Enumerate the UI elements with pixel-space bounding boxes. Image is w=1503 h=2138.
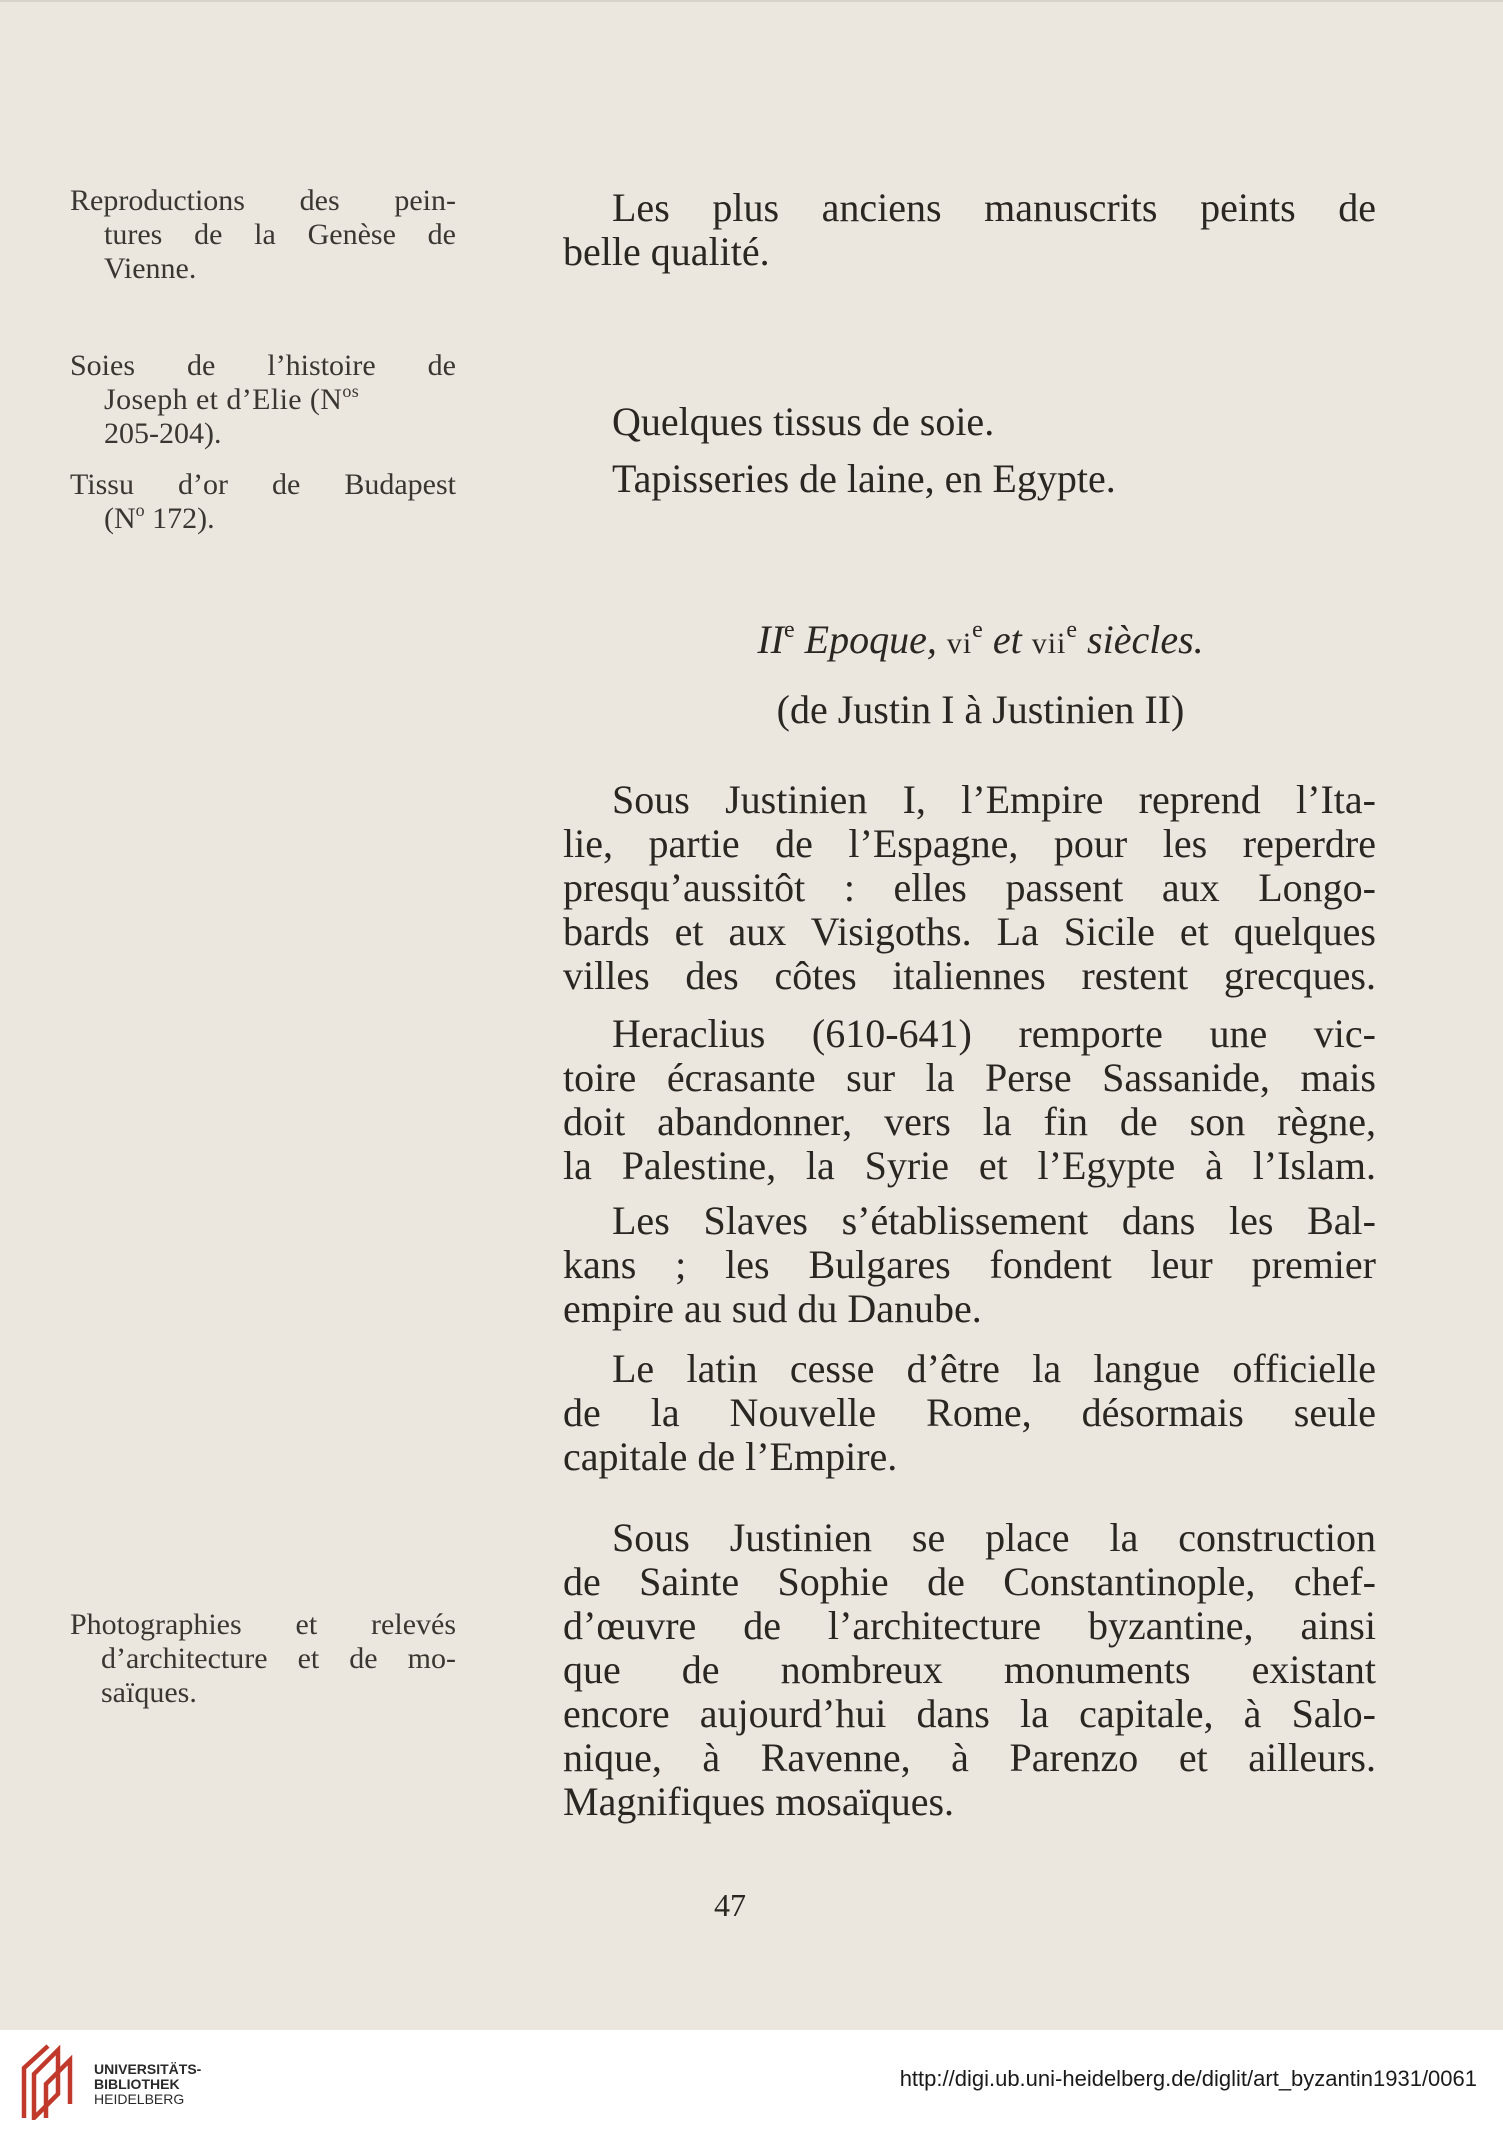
- library-name-line: UNIVERSITÄTS-: [94, 2061, 202, 2077]
- text-line: doit abandonner, vers la fin de son règne,: [563, 1099, 1376, 1144]
- library-footer: [0, 2030, 1503, 2138]
- text-line: Les plus anciens manuscrits peints de: [612, 185, 1376, 230]
- paragraph: [563, 1012, 1376, 1188]
- text-line: lie, partie de l’Espagne, pour les reperdre: [563, 821, 1376, 866]
- heading-superscript: e: [783, 617, 795, 643]
- text-line: Magnifiques mosaïques.: [563, 1779, 955, 1824]
- text-line: de la Nouvelle Rome, désormais seule: [563, 1390, 1376, 1435]
- text-line: nique, à Ravenne, à Parenzo et ailleurs.: [563, 1735, 1376, 1780]
- paragraph: [563, 778, 1376, 998]
- paragraph: [563, 1347, 1376, 1479]
- text-line: empire au sud du Danube.: [563, 1286, 982, 1331]
- text-line: Heraclius (610-641) remporte une vic-: [612, 1011, 1376, 1056]
- note-line: tures de la Genèse de: [104, 218, 456, 251]
- text-line: Les Slaves s’établissement dans les Bal-: [612, 1198, 1376, 1243]
- text-line: de Sainte Sophie de Constantinople, chef-: [563, 1559, 1376, 1604]
- text-line: kans ; les Bulgares fondent leur premier: [563, 1242, 1376, 1287]
- heading-era: [757, 617, 936, 662]
- text-line: d’œuvre de l’architecture byzantine, ainsi: [563, 1603, 1376, 1648]
- text-line: Le latin cesse d’être la langue officielle: [612, 1346, 1376, 1391]
- paragraph: [563, 1199, 1376, 1331]
- heading-superscript: e: [1066, 617, 1078, 643]
- library-name-line: HEIDELBERG: [94, 2091, 185, 2107]
- heading-text: et: [992, 617, 1022, 662]
- text-line: presqu’aussitôt : elles passent aux Longo-: [563, 865, 1376, 910]
- library-name: [94, 2062, 201, 2107]
- text-line: encore aujourd’hui dans la capitale, à Salo-: [563, 1691, 1376, 1736]
- text-line: villes des côtes italiennes restent grecques.: [563, 953, 1376, 998]
- margin-note-soies: [70, 349, 456, 451]
- heading-superscript: e: [972, 617, 983, 643]
- heading-text: siècles.: [1087, 617, 1204, 662]
- note-line: Soies de l’histoire de: [70, 349, 456, 382]
- main-tissus: [563, 393, 1376, 507]
- note-text: (N: [104, 502, 136, 535]
- section-subheading: (de Justin I à Justinien II): [776, 687, 1185, 732]
- text-line: que de nombreux monuments existant: [563, 1647, 1376, 1692]
- note-line: Tissu d’or de Budapest: [70, 468, 456, 501]
- note-line: d’architecture et de mo-: [101, 1642, 456, 1675]
- note-line: saïques.: [101, 1676, 197, 1709]
- note-line: 205-204).: [104, 417, 222, 450]
- section-heading: [563, 616, 1376, 668]
- text-line: Tapisseries de laine, en Egypte.: [612, 456, 1116, 501]
- note-line: Reproductions des pein-: [70, 184, 456, 217]
- note-text: Joseph et d’Elie (N: [104, 383, 343, 416]
- page-top-edge: [0, 0, 1503, 2]
- text-line: Quelques tissus de soie.: [612, 399, 995, 444]
- heading-century: vii: [1031, 627, 1067, 660]
- note-text: 172).: [144, 502, 215, 535]
- note-line: Photographies et relevés: [70, 1608, 456, 1641]
- note-line: Vienne.: [104, 252, 197, 285]
- note-line: [70, 502, 456, 536]
- main-intro: [563, 186, 1376, 274]
- note-superscript: o: [135, 500, 145, 520]
- paragraph: [563, 1516, 1376, 1824]
- margin-note-budapest: [70, 468, 456, 536]
- text-line: belle qualité.: [563, 229, 770, 274]
- text-line: capitale de l’Empire.: [563, 1434, 898, 1479]
- page-number: 47: [714, 1887, 746, 1923]
- text-line: toire écrasante sur la Perse Sassanide, mais: [563, 1055, 1376, 1100]
- note-line: [70, 383, 456, 417]
- margin-note-genese: [70, 184, 456, 286]
- text-line: Sous Justinien I, l’Empire reprend l’Ita-: [612, 777, 1376, 822]
- library-name-line: BIBLIOTHEK: [94, 2076, 180, 2092]
- heading-century: vi: [946, 627, 973, 660]
- margin-note-photos: [70, 1608, 456, 1710]
- heading-text: II: [757, 617, 784, 662]
- permalink-url[interactable]: http://digi.ub.uni-heidelberg.de/diglit/art_byzantin1931/0061: [899, 2066, 1477, 2091]
- library-logo-icon: [20, 2044, 82, 2120]
- text-line: Sous Justinien se place la construction: [612, 1515, 1376, 1560]
- text-line: bards et aux Visigoths. La Sicile et quelques: [563, 909, 1376, 954]
- note-superscript: os: [342, 381, 360, 401]
- text-line: la Palestine, la Syrie et l’Egypte à l’Islam.: [563, 1143, 1376, 1188]
- heading-text: Epoque,: [794, 617, 937, 662]
